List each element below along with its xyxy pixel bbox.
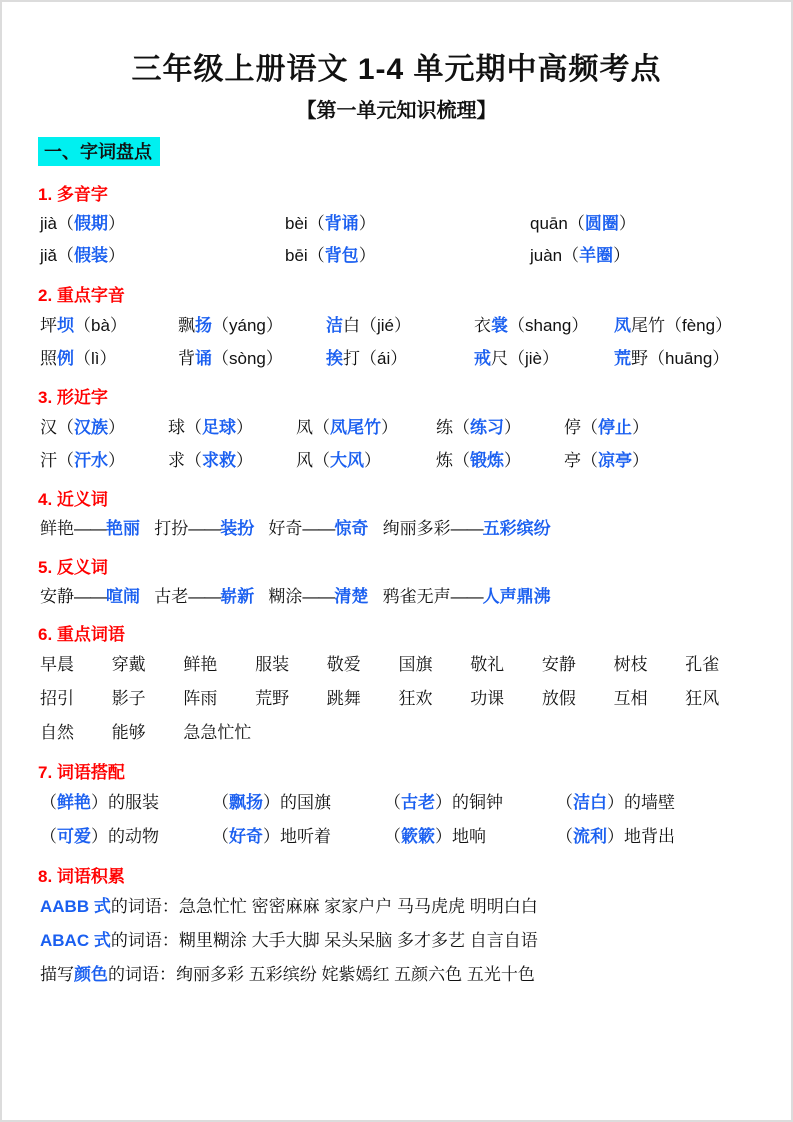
ciyu-item: 阵雨 xyxy=(183,689,218,709)
jilei-line: AABB 式的词语：急急忙忙 密密麻麻 家家户户 马马虎虎 明明白白 xyxy=(40,897,538,917)
ciyu-item: 国旗 xyxy=(398,655,433,675)
dapei-item: （流利）地背出 xyxy=(556,827,675,847)
duoyinzi-item: bèi（背诵） xyxy=(285,214,376,233)
ziyin-item: 飘扬（yáng） xyxy=(178,315,283,335)
ciyu-item: 鲜艳 xyxy=(183,655,218,675)
ciyu-item: 跳舞 xyxy=(326,689,361,709)
page-title: 三年级上册语文 1-4 单元期中高频考点 xyxy=(131,53,662,86)
ciyu-item: 急急忙忙 xyxy=(183,723,252,743)
xingjinzi-item: 球（足球） xyxy=(168,417,253,437)
zhongdianziyin-grid xyxy=(40,309,757,375)
xingjinzi-item: 求（求救） xyxy=(168,451,253,471)
ziyin-item: 照例（lì） xyxy=(40,348,117,368)
duoyinzi-item: jià（假期） xyxy=(40,214,126,233)
fanyici-row: 安静——喧闹 古老——崭新 糊涂——清楚 鸦雀无声——人声鼎沸 xyxy=(40,586,551,606)
xingjinzi-grid xyxy=(40,411,757,477)
dapei-item: （簌簌）地响 xyxy=(384,827,486,847)
ziyin-item: 凤尾竹（fèng） xyxy=(614,315,733,335)
ciyu-item: 服装 xyxy=(255,655,290,675)
ciyu-item: 安静 xyxy=(541,655,576,675)
dapei-item: （飘扬）的国旗 xyxy=(212,793,331,813)
xingjinzi-item: 凤（凤尾竹） xyxy=(296,417,398,437)
page-subtitle: 【第一单元知识梳理】 xyxy=(296,100,497,122)
jilei-line: ABAC 式的词语：糊里糊涂 大手大脚 呆头呆脑 多才多艺 自言自语 xyxy=(40,931,538,951)
duoyinzi-item: juàn（羊圈） xyxy=(530,246,631,266)
ziyin-item: 洁白（jié） xyxy=(326,315,412,335)
heading-duoyinzi: 1. 多音字 xyxy=(38,185,108,204)
ciyu-item: 树枝 xyxy=(613,655,648,675)
ciyu-item: 孔雀 xyxy=(685,655,720,675)
ziyin-item: 挨打（ái） xyxy=(326,348,408,368)
xingjinzi-item: 风（大风） xyxy=(296,451,381,471)
heading-zhongdianziyin: 2. 重点字音 xyxy=(38,285,125,305)
ciyu-item: 互相 xyxy=(613,689,648,709)
dapei-item: （好奇）地听着 xyxy=(212,827,331,847)
ciyu-item: 能够 xyxy=(111,723,146,743)
dapei-item: （可爱）的动物 xyxy=(40,827,159,847)
duoyinzi-item: bēi（背包） xyxy=(285,246,376,266)
duoyinzi-grid xyxy=(40,208,757,273)
xingjinzi-item: 汗（汗水） xyxy=(40,451,125,471)
section-heading-cizipandian: 一、字词盘点 xyxy=(38,137,160,166)
ciyu-item: 招引 xyxy=(40,689,74,709)
heading-ciyudapei: 7. 词语搭配 xyxy=(38,763,125,783)
xingjinzi-item: 炼（锻炼） xyxy=(436,451,521,471)
ciyudapei-grid xyxy=(40,786,757,854)
ciyu-item: 敬爱 xyxy=(326,655,361,675)
heading-ciyujilei: 8. 词语积累 xyxy=(38,867,125,887)
ciyu-item: 自然 xyxy=(40,723,74,743)
xingjinzi-item: 练（练习） xyxy=(436,417,521,437)
duoyinzi-item: quān（圆圈） xyxy=(530,214,636,233)
zhongdianciyu-grid xyxy=(40,648,757,750)
dapei-item: （洁白）的墙壁 xyxy=(556,793,675,813)
xingjinzi-item: 亭（凉亭） xyxy=(564,451,649,471)
ciyu-item: 狂风 xyxy=(685,689,720,709)
ziyin-item: 戒尺（jiè） xyxy=(474,348,560,368)
ziyin-item: 背诵（sòng） xyxy=(178,348,283,368)
heading-zhongdianciyu: 6. 重点词语 xyxy=(38,625,125,645)
duoyinzi-item: jiǎ（假装） xyxy=(40,246,126,266)
ziyin-item: 荒野（huāng） xyxy=(614,348,730,368)
jilei-line: 描写颜色的词语：绚丽多彩 五彩缤纷 姹紫嫣红 五颜六色 五光十色 xyxy=(40,965,535,985)
ciyu-item: 穿戴 xyxy=(111,655,146,675)
ziyin-item: 坪坝（bà） xyxy=(40,315,127,335)
ciyu-item: 早晨 xyxy=(40,655,74,675)
heading-fanyici: 5. 反义词 xyxy=(38,557,108,577)
ciyu-item: 功课 xyxy=(470,689,505,709)
xingjinzi-item: 停（停止） xyxy=(564,417,649,437)
ciyu-item: 影子 xyxy=(111,689,146,709)
dapei-item: （古老）的铜钟 xyxy=(384,793,503,813)
xingjinzi-item: 汉（汉族） xyxy=(40,417,125,437)
ciyu-item: 放假 xyxy=(541,689,576,709)
dapei-item: （鲜艳）的服装 xyxy=(40,793,159,813)
ziyin-item: 衣裳（shang） xyxy=(474,315,589,335)
ciyu-item: 荒野 xyxy=(255,689,290,709)
jinyici-row: 鲜艳——艳丽 打扮——装扮 好奇——惊奇 绚丽多彩——五彩缤纷 xyxy=(40,519,551,539)
ciyu-item: 狂欢 xyxy=(398,689,433,709)
heading-jinyici: 4. 近义词 xyxy=(38,490,108,510)
heading-xingjinzi: 3. 形近字 xyxy=(38,387,108,407)
ciyu-item: 敬礼 xyxy=(470,655,505,675)
